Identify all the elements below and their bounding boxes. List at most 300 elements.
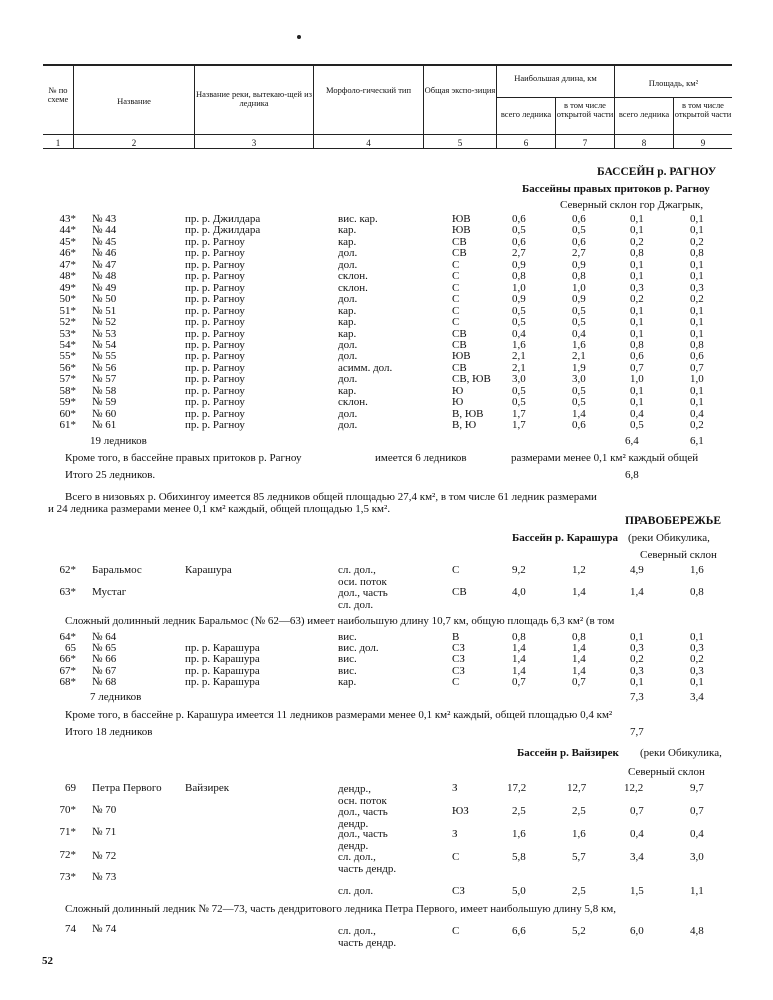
morph-type: асимм. дол. — [338, 361, 393, 374]
glacier-name: № 51 — [92, 304, 117, 317]
area-total: 3,4 — [630, 851, 644, 863]
area-open: 0,4 — [690, 407, 704, 420]
area-total: 0,2 — [630, 293, 644, 306]
area-open: 0,1 — [690, 631, 704, 643]
section-subtitle2: Северный склон — [640, 549, 717, 561]
col-num: 4 — [366, 138, 371, 148]
header-col1: № по схеме — [47, 85, 69, 104]
length-total: 1,4 — [512, 664, 526, 677]
length-open: 1,4 — [572, 664, 586, 677]
length-open: 12,7 — [567, 782, 587, 794]
exposure: СВ — [452, 361, 467, 374]
glacier-name: № 52 — [92, 316, 117, 329]
river-name: Вайзирек — [185, 782, 230, 794]
morph-type: часть дендр. — [338, 937, 397, 949]
row-num: 47* — [59, 258, 76, 271]
morph-type: дол., часть — [338, 828, 388, 840]
glacier-name: Петра Первого — [92, 782, 162, 794]
length-open: 1,6 — [572, 828, 586, 840]
row-num: 56* — [59, 361, 76, 374]
area-open: 0,1 — [690, 396, 704, 409]
morph-type: осн. поток — [338, 795, 387, 807]
river-name: пр. р. Рагноу — [185, 293, 245, 306]
length-total: 2,5 — [512, 805, 526, 817]
glacier-name: № 47 — [92, 258, 117, 271]
exposure: С — [452, 925, 460, 937]
morph-type: кар. — [338, 224, 357, 237]
river-name: пр. р. Рагноу — [185, 304, 245, 317]
length-total: 0,8 — [512, 631, 526, 643]
total-label: 19 ледников — [90, 435, 147, 447]
col-num: 6 — [523, 138, 529, 148]
length-open: 0,7 — [572, 675, 586, 688]
area-open: 0,3 — [690, 642, 704, 655]
area-total: 0,3 — [630, 642, 644, 655]
col-num: 8 — [641, 138, 647, 148]
section-subtitle: Бассейн р. Карашура — [512, 532, 618, 544]
river-name: пр. р. Рагноу — [185, 407, 245, 420]
exposure: СЗ — [452, 664, 465, 677]
section-subtitle: Бассейны правых притоков р. Рагноу — [522, 183, 710, 195]
river-name: пр. р. Рагноу — [185, 247, 245, 260]
total-open-area: 3,4 — [690, 691, 704, 703]
morph-type: дол. — [338, 350, 358, 363]
area-open: 0,1 — [690, 258, 704, 271]
exposure: С — [452, 851, 460, 863]
length-open: 1,6 — [572, 338, 586, 351]
page-number: 52 — [42, 955, 53, 967]
area-open: 0,1 — [690, 327, 704, 340]
area-open: 0,3 — [690, 281, 704, 294]
exposure: Ю — [452, 396, 464, 409]
area-open: 0,2 — [690, 419, 704, 432]
length-open: 0,4 — [572, 327, 586, 340]
length-total: 1,6 — [512, 338, 526, 351]
paragraph: Сложный долинный ледник № 72—73, часть дендритового ледника Петра Первого, имеет наибольшую длину 5,8 км, — [65, 903, 616, 915]
length-total: 0,5 — [512, 384, 526, 397]
river-name: пр. р. Карашура — [185, 664, 260, 677]
area-total: 4,9 — [630, 564, 644, 576]
area-total: 0,6 — [630, 350, 644, 363]
row-num: 52* — [59, 316, 76, 329]
glacier-name: № 44 — [92, 224, 117, 237]
area-total: 0,1 — [630, 224, 644, 237]
length-open: 0,9 — [572, 258, 586, 271]
length-total: 6,6 — [512, 925, 526, 937]
glacier-name: № 60 — [92, 407, 117, 420]
row-num: 63* — [59, 586, 76, 598]
length-total: 4,0 — [512, 586, 526, 598]
exposure: СВ — [452, 327, 467, 340]
area-total: 0,8 — [630, 247, 644, 260]
row-num: 54* — [59, 338, 76, 351]
exposure: СВ — [452, 247, 467, 260]
exposure: СВ, ЮВ — [452, 373, 491, 386]
row-num: 61* — [59, 419, 76, 432]
area-total: 0,2 — [630, 235, 644, 248]
glacier-name: № 57 — [92, 373, 117, 386]
area-total: 0,4 — [630, 407, 644, 420]
morph-type: дол. — [338, 247, 358, 260]
area-total: 0,7 — [630, 361, 644, 374]
morph-type: дендр. — [338, 840, 369, 852]
glacier-name: № 71 — [92, 826, 117, 838]
exposure: В, ЮВ — [452, 407, 484, 420]
morph-type: сл. дол., — [338, 851, 376, 863]
morph-type: дендр. — [338, 818, 369, 830]
morph-type: оси. поток — [338, 576, 387, 588]
area-total: 0,4 — [630, 828, 644, 840]
exposure: ЮВ — [452, 350, 471, 363]
river-name: пр. р. Рагноу — [185, 316, 245, 329]
area-open: 0,1 — [690, 384, 704, 397]
river-name: Карашура — [185, 564, 232, 576]
glacier-name: № 59 — [92, 396, 117, 409]
area-total: 0,1 — [630, 327, 644, 340]
river-name: пр. р. Рагноу — [185, 235, 245, 248]
row-num: 50* — [59, 293, 76, 306]
length-total: 1,4 — [512, 653, 526, 666]
row-num: 73* — [59, 871, 76, 883]
length-total: 1,4 — [512, 642, 526, 655]
row-num: 58* — [59, 384, 76, 397]
area-open: 0,2 — [690, 235, 704, 248]
length-open: 1,9 — [572, 361, 586, 374]
note-text: размерами менее 0,1 км² каждый общей — [511, 452, 699, 464]
morph-type: вис. — [338, 653, 357, 666]
morph-type: дол. — [338, 293, 358, 306]
river-name: пр. р. Рагноу — [185, 384, 245, 397]
length-total: 0,6 — [512, 213, 526, 225]
length-open: 2,5 — [572, 885, 586, 897]
length-total: 0,6 — [512, 235, 526, 248]
note-text: Кроме того, в бассейне р. Карашура имеется 11 ледников размерами менее 0,1 км² каждый, общей площадью 0,4 км² — [65, 709, 613, 721]
paragraph: и 24 ледника размерами менее 0,1 км² каждый, общей площадью 1,5 км². — [48, 503, 391, 515]
glacier-name: № 66 — [92, 653, 117, 666]
exposure: СВ — [452, 338, 467, 351]
morph-type: дол., часть — [338, 587, 388, 599]
area-total: 0,8 — [630, 338, 644, 351]
row-num: 59* — [59, 396, 76, 409]
area-total: 1,4 — [630, 586, 644, 598]
area-total: 0,1 — [630, 384, 644, 397]
row-num: 51* — [59, 304, 76, 317]
length-total: 5,0 — [512, 885, 526, 897]
exposure: Ю — [452, 384, 464, 397]
area-total: 1,0 — [630, 373, 644, 386]
exposure: С — [452, 270, 460, 283]
length-total: 0,9 — [512, 293, 526, 306]
area-total: 0,3 — [630, 664, 644, 677]
itogo-value: 6,8 — [625, 469, 639, 481]
length-total: 3,0 — [512, 373, 526, 386]
river-name: пр. р. Рагноу — [185, 396, 245, 409]
area-total: 6,0 — [630, 925, 644, 937]
row-num: 67* — [59, 664, 76, 677]
col-num: 9 — [700, 138, 706, 148]
exposure: В, Ю — [452, 419, 477, 432]
glacier-name: № 43 — [92, 213, 117, 225]
glacier-name: № 45 — [92, 235, 117, 248]
glacier-name: № 74 — [92, 923, 117, 935]
area-open: 0,2 — [690, 293, 704, 306]
length-total: 1,6 — [512, 828, 526, 840]
row-num: 60* — [59, 407, 76, 420]
area-open: 0,2 — [690, 653, 704, 666]
row-num: 55* — [59, 350, 76, 363]
length-total: 0,5 — [512, 304, 526, 317]
glacier-name: № 68 — [92, 675, 117, 688]
row-num: 65 — [65, 642, 76, 655]
exposure: ЮВ — [452, 224, 471, 237]
length-total: 0,5 — [512, 224, 526, 237]
glacier-name: № 70 — [92, 804, 117, 816]
header-col67: Наибольшая длина, км — [514, 73, 597, 83]
section-subtitle-tail: (реки Обикулика, — [640, 747, 722, 759]
area-open: 0,1 — [690, 270, 704, 283]
river-name: пр. р. Рагноу — [185, 258, 245, 271]
total-area: 6,4 — [625, 435, 639, 447]
exposure: СВ — [452, 586, 467, 598]
row-num: 45* — [59, 235, 76, 248]
row-num: 71* — [59, 826, 76, 838]
glacier-name: № 58 — [92, 384, 117, 397]
col-num: 1 — [55, 138, 61, 148]
length-open: 0,6 — [572, 235, 586, 248]
row-num: 43* — [59, 213, 76, 225]
exposure: В — [452, 631, 460, 643]
row-num: 49* — [59, 281, 76, 294]
table-header — [43, 64, 732, 150]
length-open: 1,4 — [572, 407, 586, 420]
area-total: 0,1 — [630, 304, 644, 317]
area-open: 1,0 — [690, 373, 704, 386]
length-open: 1,2 — [572, 564, 586, 576]
row-num: 62* — [59, 564, 76, 576]
glacier-name: № 48 — [92, 270, 117, 283]
length-total: 1,0 — [512, 281, 526, 294]
morph-type: кар. — [338, 327, 357, 340]
header-col4: Морфоло-гический тип — [325, 85, 412, 95]
length-open: 1,4 — [572, 586, 586, 598]
glacier-name: Баральмос — [92, 564, 142, 576]
morph-type: дол. — [338, 338, 358, 351]
area-total: 0,1 — [630, 213, 644, 225]
row-num: 74 — [65, 923, 76, 935]
length-open: 0,8 — [572, 631, 586, 643]
area-open: 0,1 — [690, 224, 704, 237]
total-label: 7 ледников — [90, 691, 142, 703]
area-open: 0,1 — [690, 316, 704, 329]
area-open: 0,1 — [690, 304, 704, 317]
river-name: пр. р. Карашура — [185, 653, 260, 666]
river-name: пр. р. Рагноу — [185, 270, 245, 283]
section-subtitle2: Северный склон — [628, 766, 705, 778]
glacier-name: № 72 — [92, 850, 117, 862]
length-total: 17,2 — [507, 782, 527, 794]
col-num: 2 — [131, 138, 137, 148]
header-col7: в том числе открытой части — [556, 100, 614, 119]
exposure: С — [452, 564, 460, 576]
area-open: 9,7 — [690, 782, 704, 794]
length-total: 2,1 — [512, 350, 526, 363]
area-open: 0,8 — [690, 247, 704, 260]
itogo-value: 7,7 — [630, 726, 644, 738]
morph-type: склон. — [338, 396, 368, 409]
exposure: ЮВ — [452, 213, 471, 225]
length-total: 0,9 — [512, 258, 526, 271]
river-name: пр. р. Рагноу — [185, 373, 245, 386]
length-open: 2,5 — [572, 805, 586, 817]
length-open: 1,4 — [572, 642, 586, 655]
length-open: 0,6 — [572, 419, 586, 432]
length-open: 0,5 — [572, 396, 586, 409]
river-name: пр. р. Карашура — [185, 675, 260, 688]
morph-type: дол., часть — [338, 806, 388, 818]
river-name: пр. р. Рагноу — [185, 419, 245, 432]
area-open: 4,8 — [690, 925, 704, 937]
col-num: 7 — [582, 138, 588, 148]
morph-type: склон. — [338, 281, 368, 294]
area-total: 0,1 — [630, 675, 644, 688]
morph-type: сл. дол. — [338, 599, 374, 611]
length-total: 0,7 — [512, 675, 526, 688]
exposure: З — [452, 828, 458, 840]
section-title: БАССЕЙН р. РАГНОУ — [597, 166, 717, 178]
length-open: 2,7 — [572, 247, 586, 260]
glacier-name: № 46 — [92, 247, 117, 260]
length-total: 0,8 — [512, 270, 526, 283]
area-total: 0,1 — [630, 270, 644, 283]
area-open: 0,1 — [690, 213, 704, 225]
area-total: 0,3 — [630, 281, 644, 294]
glacier-name: Мустаг — [92, 586, 127, 598]
area-total: 0,7 — [630, 805, 644, 817]
col-num: 3 — [251, 138, 257, 148]
row-num: 48* — [59, 270, 76, 283]
length-total: 1,7 — [512, 419, 526, 432]
area-open: 0,3 — [690, 664, 704, 677]
exposure: С — [452, 675, 460, 688]
length-open: 3,0 — [572, 373, 586, 386]
exposure: С — [452, 316, 460, 329]
morph-type: кар. — [338, 304, 357, 317]
length-total: 0,4 — [512, 327, 526, 340]
glacier-name: № 65 — [92, 642, 117, 655]
length-open: 0,8 — [572, 270, 586, 283]
section-subtitle-tail: (реки Обикулика, — [628, 532, 710, 544]
area-open: 0,6 — [690, 350, 704, 363]
row-num: 69 — [65, 782, 76, 794]
river-name: пр. р. Рагноу — [185, 327, 245, 340]
morph-type: сл. дол., — [338, 925, 376, 937]
length-total: 0,5 — [512, 396, 526, 409]
itogo-label: Итого 25 ледников. — [65, 469, 156, 481]
note-text: Кроме того, в бассейне правых притоков р. Рагноу — [65, 452, 302, 464]
glacier-name: № 61 — [92, 419, 117, 432]
morph-type: кар. — [338, 316, 357, 329]
area-open: 1,1 — [690, 885, 704, 897]
header-col8: всего ледника — [618, 109, 670, 119]
length-open: 0,5 — [572, 224, 586, 237]
length-open: 0,9 — [572, 293, 586, 306]
morph-type: кар. — [338, 384, 357, 397]
itogo-label: Итого 18 ледников — [65, 726, 153, 738]
river-name: пр. р. Рагноу — [185, 361, 245, 374]
exposure: С — [452, 281, 460, 294]
area-open: 0,8 — [690, 586, 704, 598]
section-subtitle2: Северный склон гор Джагрык, — [560, 199, 704, 211]
river-name: пр. р. Джилдара — [185, 213, 261, 225]
river-name: пр. р. Рагноу — [185, 281, 245, 294]
length-open: 2,1 — [572, 350, 586, 363]
exposure: ЮЗ — [452, 805, 469, 817]
total-open-area: 6,1 — [690, 435, 704, 447]
length-open: 0,6 — [572, 213, 586, 225]
area-open: 3,0 — [690, 851, 704, 863]
morph-type: склон. — [338, 270, 368, 283]
area-total: 12,2 — [624, 782, 644, 794]
morph-type: часть дендр. — [338, 863, 397, 875]
header-col9: в том числе открытой части — [674, 100, 732, 119]
glacier-name: № 49 — [92, 281, 117, 294]
morph-type: сл. дол. — [338, 885, 374, 897]
glacier-name: № 64 — [92, 631, 117, 643]
row-num: 57* — [59, 373, 76, 386]
header-col3: Название реки, вытекаю-щей из ледника — [196, 89, 312, 108]
length-total: 5,8 — [512, 851, 526, 863]
glacier-name: № 54 — [92, 338, 117, 351]
length-open: 1,4 — [572, 653, 586, 666]
length-total: 1,7 — [512, 407, 526, 420]
river-name: пр. р. Рагноу — [185, 338, 245, 351]
area-open: 1,6 — [690, 564, 704, 576]
morph-type: вис. дол. — [338, 642, 379, 655]
header-col89: Площадь, км² — [648, 78, 699, 88]
length-open: 5,2 — [572, 925, 586, 937]
area-open: 0,4 — [690, 828, 704, 840]
exposure: С — [452, 304, 460, 317]
row-num: 64* — [59, 631, 76, 643]
note-text: имеется 6 ледников — [375, 452, 467, 464]
area-open: 0,8 — [690, 338, 704, 351]
exposure: СЗ — [452, 642, 465, 655]
ink-dot — [297, 35, 301, 39]
length-total: 2,1 — [512, 361, 526, 374]
glacier-name: № 53 — [92, 327, 117, 340]
total-area: 7,3 — [630, 691, 644, 703]
morph-type: дол. — [338, 407, 358, 420]
row-num: 46* — [59, 247, 76, 260]
area-total: 0,1 — [630, 316, 644, 329]
row-num: 44* — [59, 224, 76, 237]
area-open: 0,1 — [690, 675, 704, 688]
area-total: 0,1 — [630, 631, 644, 643]
glacier-name: № 67 — [92, 664, 117, 677]
morph-type: дол. — [338, 258, 358, 271]
paragraph: Всего в низовьях р. Обихингоу имеется 85 ледников общей площадью 27,4 км², в том числе 61 ледник размерами — [65, 491, 597, 503]
morph-type: дендр., — [338, 783, 371, 795]
morph-type: сл. дол., — [338, 564, 376, 576]
length-open: 5,7 — [572, 851, 586, 863]
area-total: 0,1 — [630, 396, 644, 409]
row-num: 66* — [59, 653, 76, 666]
col-num: 5 — [457, 138, 463, 148]
exposure: С — [452, 293, 460, 306]
glacier-name: № 73 — [92, 871, 117, 883]
area-open: 0,7 — [690, 361, 704, 374]
exposure: СЗ — [452, 653, 465, 666]
